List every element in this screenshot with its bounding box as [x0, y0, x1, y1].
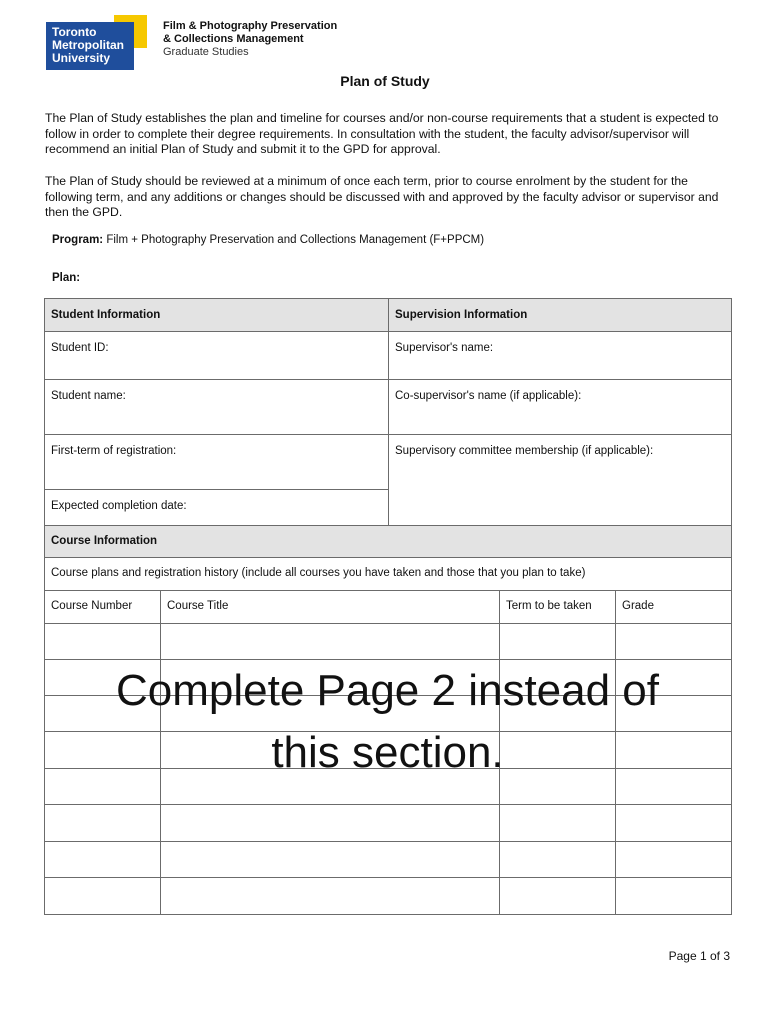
plan-label: Plan:	[52, 272, 81, 284]
course-info-header: Course Information	[45, 526, 731, 557]
program-value: Film + Photography Preservation and Collections Management (F+PPCM)	[106, 234, 485, 246]
co-supervisor-field[interactable]: Co-supervisor's name (if applicable):	[395, 390, 582, 402]
col-grade: Grade	[622, 600, 654, 612]
supervisor-name-field[interactable]: Supervisor's name:	[395, 342, 494, 354]
table-row	[44, 804, 732, 805]
note-line-1: Complete Page 2 instead of	[115, 666, 660, 715]
first-term-field[interactable]: First-term of registration:	[51, 445, 177, 457]
table-row	[44, 841, 732, 842]
intro-paragraph-2: The Plan of Study should be reviewed at a minimum of once each term, prior to course enrolment by the student for the following term, and any additions or changes should be discussed with and approved by the faculty advisor or supervisor and then the GPD.	[45, 174, 719, 219]
dept-line-1: Film & Photography Preservation	[163, 20, 338, 32]
program-label: Program:	[52, 234, 104, 246]
note-line-2: this section.	[271, 728, 504, 777]
committee-membership-field[interactable]: Supervisory committee membership (if applicable):	[395, 445, 654, 457]
page-title: Plan of Study	[340, 73, 430, 89]
student-name-field[interactable]: Student name:	[51, 390, 126, 402]
department-name	[163, 20, 337, 59]
dept-line-2: & Collections Management	[163, 33, 304, 45]
intro-paragraph-1: The Plan of Study establishes the plan and timeline for courses and/or non-course requirements that a student is expected to follow in order to complete their degree requirements. In consultation with the student, the faculty advisor/supervisor will recommend an initial Plan of Study and submit it to the GPD for approval.	[45, 111, 719, 156]
university-logo	[46, 22, 134, 70]
col-term: Term to be taken	[506, 600, 592, 612]
course-info-description: Course plans and registration history (include all courses you have taken and those that you plan to take)	[51, 567, 586, 579]
program-line	[52, 234, 484, 246]
dept-line-3: Graduate Studies	[163, 46, 249, 58]
student-info-header: Student Information	[45, 299, 388, 331]
complete-page-2-note	[45, 660, 730, 784]
student-id-field[interactable]: Student ID:	[51, 342, 109, 354]
completion-date-field[interactable]: Expected completion date:	[51, 500, 187, 512]
col-course-number: Course Number	[51, 600, 133, 612]
logo-line-1: Toronto	[52, 25, 97, 39]
col-course-title: Course Title	[167, 600, 229, 612]
table-row	[44, 877, 732, 878]
logo-line-2: Metropolitan	[52, 38, 124, 52]
page-number: Page 1 of 3	[668, 949, 730, 963]
logo-line-3: University	[52, 51, 111, 65]
supervision-info-header: Supervision Information	[389, 299, 731, 331]
